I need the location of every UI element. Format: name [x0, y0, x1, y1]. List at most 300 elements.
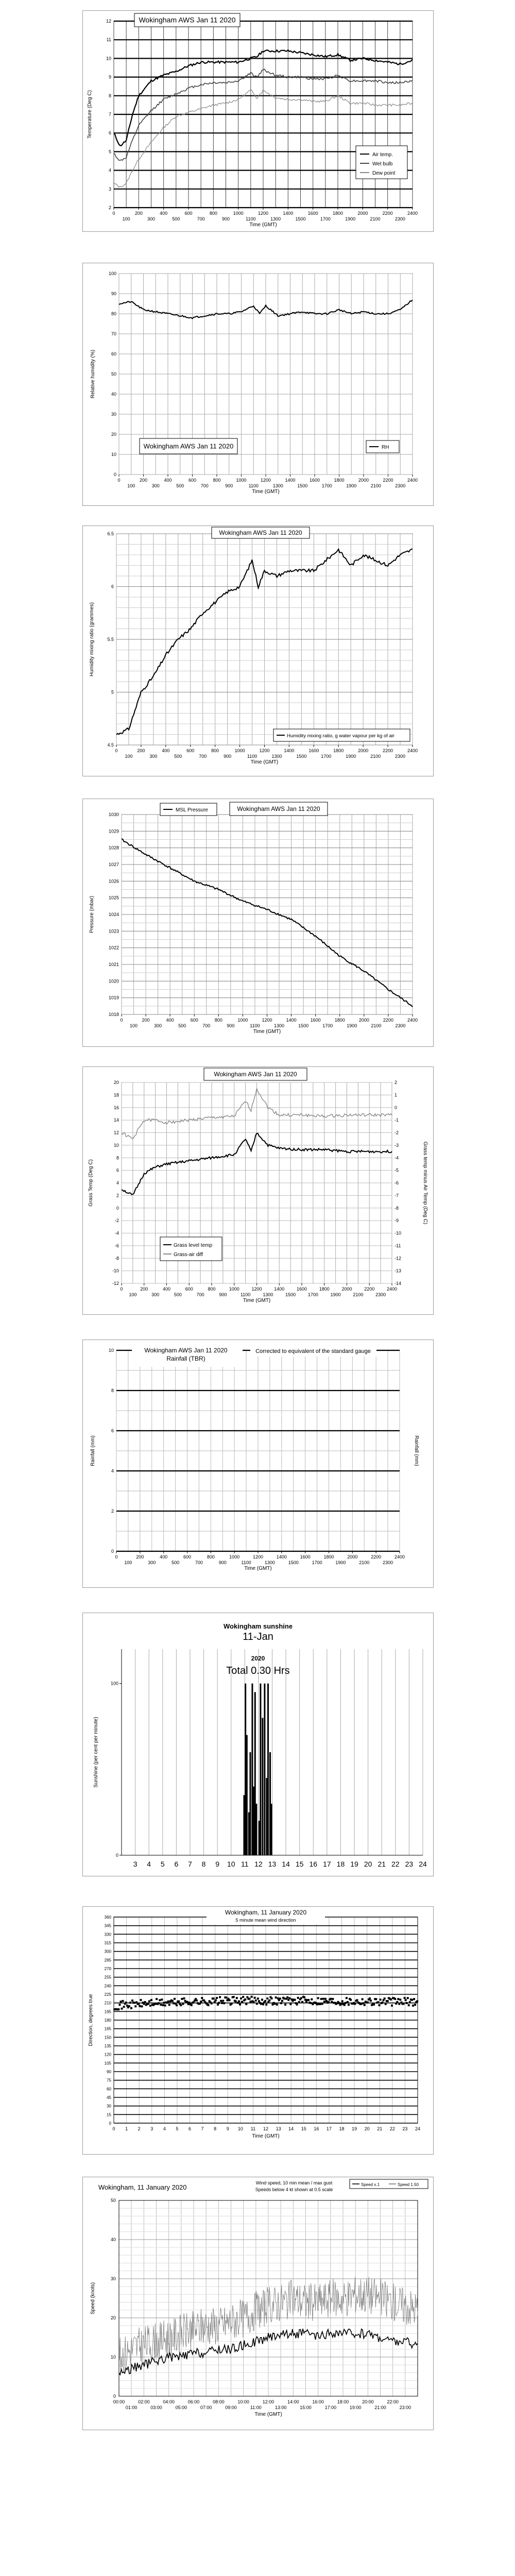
- sun-x-tick-label: 23: [405, 1860, 414, 1868]
- wdir-y-tick-label: 120: [104, 2052, 111, 2057]
- wdir-point: [253, 2001, 255, 2003]
- rh-x-tick-label: 2400: [407, 478, 418, 483]
- wdir-point: [328, 2001, 330, 2003]
- wdir-point: [341, 2000, 344, 2002]
- hmr-x-tick-label: 2200: [383, 748, 393, 753]
- grass-y-tick-label: -9: [394, 1218, 399, 1224]
- hmr-x-tick-label: 400: [162, 748, 170, 753]
- wdir-point: [250, 2001, 252, 2003]
- rh-y-tick-label: 10: [111, 452, 116, 457]
- wdir-point: [310, 2002, 312, 2004]
- rh-y-tick-label: 40: [111, 392, 116, 397]
- wdir-point: [378, 2004, 380, 2006]
- msl-y-tick-label: 1021: [108, 962, 119, 967]
- grass-x-tick-label: 1200: [251, 1286, 262, 1292]
- msl-x-tick-label: 1600: [310, 1018, 321, 1023]
- wdir-point: [200, 2001, 202, 2003]
- hmr-x-tick-label: 800: [211, 748, 219, 753]
- wdir-point: [126, 2005, 128, 2007]
- wdir-point: [324, 1998, 327, 2000]
- sun-bar: [253, 1787, 254, 1855]
- wdir-y-axis-label: Direction, degrees true: [88, 1994, 94, 2046]
- wdir-point: [147, 2003, 149, 2005]
- wdir-point: [322, 1998, 324, 2000]
- wdir-x-tick-label: 8: [214, 2126, 217, 2131]
- grass-y-tick-label: -12: [112, 1281, 119, 1286]
- wspd-subtitle: Wind speed, 10 min mean / max gust: [255, 2180, 333, 2185]
- rh-x-tick-label: 1300: [272, 483, 283, 488]
- temp-y-tick-label: 3: [108, 186, 111, 192]
- humidity-chart-panel: [82, 263, 434, 506]
- sun-bar: [260, 1684, 261, 1855]
- hmr-x-tick-label: 1200: [259, 748, 270, 753]
- msl-y-tick-label: 1019: [108, 995, 119, 1001]
- wdir-point: [265, 2004, 267, 2006]
- hmr-x-tick-label: 1300: [271, 754, 282, 759]
- grass-y-tick-label: -13: [394, 1268, 402, 1274]
- rh-x-tick-label: 2200: [383, 478, 393, 483]
- wdir-point: [229, 1999, 231, 2001]
- rain-y-axis-label: Rainfall (mm): [90, 1435, 96, 1466]
- wdir-point: [181, 1998, 183, 2000]
- rh-y-tick-label: 80: [111, 311, 116, 316]
- wdir-point: [161, 1998, 163, 2001]
- sun-total: Total 0.30 Hrs: [226, 1665, 290, 1676]
- temp-x-tick-label: 400: [160, 211, 168, 216]
- msl-x-tick-label: 2400: [407, 1018, 418, 1023]
- msl-x-tick-label: 900: [227, 1023, 235, 1028]
- msl-y-tick-label: 1028: [108, 845, 119, 851]
- wdir-point: [245, 2003, 247, 2005]
- sun-x-tick-label: 21: [377, 1860, 386, 1868]
- sun-bar: [249, 1752, 251, 1855]
- temp-x-tick-label: 800: [209, 211, 217, 216]
- grass-x-tick-label: 700: [196, 1292, 204, 1297]
- msl-x-tick-label: 500: [178, 1023, 186, 1028]
- sun-x-tick-label: 19: [350, 1860, 358, 1868]
- temp-y-tick-label: 5: [108, 149, 111, 155]
- wdir-point: [397, 1998, 399, 2000]
- hmr-y-tick-label: 6: [111, 584, 114, 589]
- rh-title: Wokingham AWS Jan 11 2020: [143, 442, 234, 450]
- rh-legend-label: RH: [382, 445, 389, 450]
- rh-y-tick-label: 100: [108, 271, 116, 276]
- wdir-point: [412, 2005, 414, 2007]
- rain-x-axis-label: Time (GMT): [244, 1566, 272, 1571]
- rh-x-tick-label: 2000: [358, 478, 369, 483]
- wdir-point: [158, 2002, 160, 2004]
- msl-y-tick-label: 1025: [108, 895, 119, 901]
- wdir-y-tick-label: 210: [104, 2001, 111, 2006]
- wspd-x-tick-label: 15:00: [300, 2405, 312, 2410]
- wspd-x-tick-label: 02:00: [138, 2399, 150, 2404]
- msl-y-tick-label: 1023: [108, 928, 119, 934]
- grass-x-tick-label: 1400: [274, 1286, 285, 1292]
- wdir-y-tick-label: 285: [104, 1958, 111, 1963]
- wdir-point: [211, 2003, 213, 2005]
- wdir-point: [279, 1997, 281, 1999]
- grass-title: Wokingham AWS Jan 11 2020: [214, 1071, 297, 1078]
- rh-y-tick-label: 60: [111, 351, 116, 357]
- wspd-x-tick-label: 13:00: [274, 2405, 287, 2410]
- wdir-point: [274, 2003, 276, 2005]
- sun-y-tick-label: 100: [110, 1681, 118, 1686]
- wdir-point: [186, 2001, 188, 2003]
- wdir-point: [364, 2004, 366, 2006]
- wdir-point: [375, 1998, 377, 2000]
- wdir-point: [262, 2003, 264, 2005]
- wdir-point: [138, 2003, 140, 2005]
- grass-y-tick-label: 16: [113, 1105, 119, 1110]
- rh-x-tick-label: 500: [176, 483, 184, 488]
- sun-bar: [246, 1735, 248, 1855]
- wdir-y-tick-label: 225: [104, 1992, 111, 1997]
- sun-year: 2020: [251, 1655, 265, 1662]
- rh-x-tick-label: 1400: [285, 478, 296, 483]
- wdir-point: [128, 2005, 130, 2007]
- rain-x-tick-label: 2200: [371, 1554, 382, 1560]
- grass-x-tick-label: 1100: [240, 1292, 251, 1297]
- rain-x-tick-label: 1400: [276, 1554, 287, 1560]
- wspd-legend-label: Speed x.1: [361, 2182, 380, 2187]
- wdir-point: [163, 2002, 165, 2004]
- wdir-point: [121, 2008, 123, 2010]
- hmr-x-tick-label: 2100: [370, 754, 381, 759]
- msl-y-tick-label: 1024: [108, 912, 119, 917]
- grass-y-tick-label: -8: [394, 1205, 399, 1211]
- hmr-x-tick-label: 1900: [346, 754, 356, 759]
- wdir-y-tick-label: 75: [107, 2078, 111, 2083]
- wdir-point: [148, 2000, 150, 2002]
- rain-x-tick-label: 500: [171, 1560, 180, 1565]
- wdir-point: [403, 2003, 405, 2005]
- wdir-x-tick-label: 4: [163, 2126, 166, 2131]
- wdir-x-tick-label: 2: [138, 2126, 141, 2131]
- grass-legend-label: Grass-air diff: [174, 1252, 203, 1258]
- wdir-point: [350, 1999, 352, 2001]
- wdir-point: [405, 1999, 407, 2001]
- rh-x-tick-label: 300: [151, 483, 160, 488]
- msl-x-tick-label: 1900: [347, 1023, 357, 1028]
- hmr-x-tick-label: 1600: [308, 748, 319, 753]
- wdir-point: [300, 1997, 302, 1999]
- wspd-x-tick-label: 06:00: [187, 2399, 200, 2404]
- msl-x-tick-label: 300: [154, 1023, 162, 1028]
- grass-y-tick-label: -3: [394, 1142, 399, 1148]
- hmr-x-tick-label: 900: [224, 754, 232, 759]
- grass-x-tick-label: 2200: [364, 1286, 375, 1292]
- wdir-point: [218, 2002, 220, 2004]
- wdir-point: [140, 1999, 142, 2001]
- wdir-y-tick-label: 315: [104, 1941, 111, 1945]
- wspd-x-tick-label: 16:00: [312, 2399, 324, 2404]
- wdir-point: [323, 2001, 325, 2003]
- wdir-point: [156, 1998, 158, 2000]
- wdir-point: [150, 1999, 152, 2001]
- wdir-point: [411, 1999, 413, 2001]
- wdir-point: [134, 2005, 136, 2007]
- wspd-x-tick-label: 11:00: [250, 2405, 262, 2410]
- wdir-point: [321, 2003, 323, 2005]
- rain-x-tick-label: 1800: [323, 1554, 334, 1560]
- rain-note: Corrected to equivalent of the standard gauge: [255, 1348, 371, 1354]
- wdir-point: [294, 1999, 296, 2001]
- wdir-point: [275, 1996, 277, 1998]
- wdir-point: [196, 1999, 198, 2002]
- hmr-x-tick-label: 1000: [234, 748, 245, 753]
- wdir-y-tick-label: 330: [104, 1932, 111, 1937]
- wdir-x-tick-label: 5: [176, 2126, 179, 2131]
- wspd-legend-label: Speed 1.50: [398, 2182, 419, 2187]
- wdir-point: [117, 2008, 119, 2010]
- wdir-y-tick-label: 30: [107, 2104, 111, 2109]
- sun-bar: [245, 1684, 246, 1855]
- wspd-y-tick-label: 20: [110, 2315, 116, 2320]
- wdir-point: [182, 2003, 184, 2005]
- wdir-point: [367, 2002, 369, 2004]
- msl-x-tick-label: 1800: [334, 1018, 345, 1023]
- temp-x-tick-label: 2400: [407, 211, 418, 216]
- wdir-y-tick-label: 300: [104, 1949, 111, 1954]
- wdir-point: [391, 2005, 393, 2007]
- wdir-point: [347, 2001, 349, 2003]
- msl-x-tick-label: 2000: [358, 1018, 369, 1023]
- wdir-point: [173, 2002, 175, 2004]
- wdir-point: [223, 2002, 225, 2004]
- wdir-x-tick-label: 24: [415, 2126, 421, 2131]
- rainfall-chart-panel: [82, 1340, 434, 1588]
- sun-bar: [251, 1684, 253, 1855]
- wspd-x-tick-label: 01:00: [125, 2405, 138, 2410]
- rh-y-tick-label: 20: [111, 432, 116, 437]
- wspd-x-tick-label: 21:00: [374, 2405, 386, 2410]
- hmr-y-axis-label: Humidity mixing ratio (grammes): [89, 602, 95, 676]
- wdir-point: [377, 2001, 379, 2003]
- grass-y-tick-label: -4: [114, 1230, 119, 1236]
- wdir-point: [255, 1999, 257, 2002]
- wdir-x-tick-label: 14: [288, 2126, 294, 2131]
- msl-x-tick-label: 1000: [237, 1018, 248, 1023]
- grass-y-tick-label: -12: [394, 1256, 402, 1261]
- wdir-point: [238, 2001, 240, 2003]
- wdir-point: [201, 1997, 203, 1999]
- wdir-point: [390, 1998, 392, 2001]
- msl-x-tick-label: 2200: [383, 1018, 393, 1023]
- msl-x-tick-label: 2300: [395, 1023, 406, 1028]
- wdir-point: [260, 2003, 262, 2005]
- msl-x-tick-label: 100: [130, 1023, 138, 1028]
- wdir-point: [330, 1998, 332, 2000]
- hmr-x-tick-label: 100: [125, 754, 133, 759]
- msl-y-tick-label: 1030: [108, 812, 119, 817]
- rh-x-tick-label: 1000: [236, 478, 247, 483]
- wdir-point: [356, 1999, 358, 2001]
- wdir-y-tick-label: 195: [104, 2009, 111, 2014]
- sun-y-axis-label: Sunshine (per cent per minute): [93, 1717, 99, 1788]
- grass-x-tick-label: 300: [151, 1292, 160, 1297]
- wdir-x-tick-label: 21: [377, 2126, 383, 2131]
- hmr-x-tick-label: 1800: [333, 748, 344, 753]
- wspd-x-tick-label: 18:00: [337, 2399, 349, 2404]
- temp-x-tick-label: 1400: [283, 211, 294, 216]
- hmr-x-tick-label: 300: [149, 754, 158, 759]
- temp-x-tick-label: 0: [112, 211, 115, 216]
- sun-bar: [271, 1804, 272, 1855]
- grass-x-tick-label: 2000: [341, 1286, 352, 1292]
- wspd-x-tick-label: 19:00: [349, 2405, 362, 2410]
- wdir-point: [233, 1996, 235, 1998]
- sun-x-tick-label: 18: [336, 1860, 345, 1868]
- grass-x-tick-label: 2400: [386, 1286, 398, 1292]
- rh-y-tick-label: 50: [111, 371, 116, 377]
- grass-y-tick-label: 1: [394, 1092, 398, 1098]
- sun-bar: [259, 1821, 260, 1855]
- wdir-point: [404, 1997, 406, 1999]
- wspd-y-axis-label: Speed (knots): [90, 2282, 96, 2315]
- hmr-x-tick-label: 2400: [407, 748, 418, 753]
- wdir-point: [360, 2003, 363, 2005]
- wdir-x-tick-label: 3: [150, 2126, 153, 2131]
- grass-y-axis-label: Grass Temp (Deg C): [88, 1159, 94, 1207]
- temp-x-tick-label: 1200: [258, 211, 269, 216]
- wdir-point: [129, 2002, 131, 2004]
- sun-bar: [269, 1752, 271, 1855]
- wdir-x-tick-label: 17: [326, 2126, 332, 2131]
- hmr-x-tick-label: 2300: [395, 754, 406, 759]
- wspd-x-tick-label: 09:00: [225, 2405, 237, 2410]
- wdir-x-tick-label: 12: [263, 2126, 269, 2131]
- wdir-point: [208, 2004, 210, 2006]
- wdir-point: [270, 1997, 272, 1999]
- wdir-point: [332, 1998, 334, 2000]
- rh-x-tick-label: 100: [127, 483, 135, 488]
- wdir-x-tick-label: 10: [237, 2126, 243, 2131]
- grass-x-tick-label: 1900: [330, 1292, 341, 1297]
- wdir-point: [396, 2001, 398, 2003]
- wspd-x-tick-label: 23:00: [399, 2405, 411, 2410]
- grass-y-tick-label: -5: [394, 1167, 399, 1173]
- temp-y-tick-label: 6: [108, 130, 111, 136]
- wdir-point: [317, 1997, 319, 1999]
- sun-x-tick-label: 9: [215, 1860, 220, 1868]
- wdir-point: [354, 2003, 356, 2005]
- sun-bar: [264, 1684, 265, 1855]
- sun-bar: [266, 1778, 267, 1855]
- rain-y-tick-label: 2: [111, 1509, 114, 1514]
- wdir-point: [345, 2002, 347, 2004]
- grass-x-axis-label: Time (GMT): [243, 1298, 271, 1303]
- wdir-point: [167, 2001, 169, 2003]
- rain-x-tick-label: 1100: [241, 1560, 251, 1565]
- wdir-point: [225, 1996, 227, 1998]
- rh-y-tick-label: 90: [111, 291, 116, 296]
- wdir-point: [301, 2001, 303, 2003]
- rh-x-tick-label: 900: [225, 483, 233, 488]
- rh-y-tick-label: 30: [111, 412, 116, 417]
- wdir-point: [254, 1997, 256, 1999]
- grass-y-tick-label: -14: [394, 1281, 402, 1286]
- wdir-point: [303, 1996, 305, 1998]
- hmr-y-tick-label: 6.5: [107, 531, 114, 536]
- temp-x-tick-label: 1500: [295, 216, 306, 222]
- msl-x-tick-label: 1200: [262, 1018, 272, 1023]
- hmr-title: Wokingham AWS Jan 11 2020: [219, 529, 302, 536]
- sun-x-tick-label: 4: [147, 1860, 151, 1868]
- wspd-y-tick-label: 30: [110, 2276, 116, 2281]
- msl-x-tick-label: 800: [214, 1018, 222, 1023]
- grass-y-tick-label: -11: [394, 1243, 401, 1248]
- rh-x-tick-label: 1200: [260, 478, 271, 483]
- rain-x-tick-label: 1500: [288, 1560, 299, 1565]
- temp-y-tick-label: 9: [108, 74, 111, 80]
- wdir-point: [171, 2000, 174, 2002]
- rain-x-tick-label: 1300: [264, 1560, 275, 1565]
- wdir-y-tick-label: 15: [107, 2112, 111, 2117]
- rain-y-tick-label: 6: [111, 1428, 114, 1433]
- wspd-x-tick-label: 08:00: [213, 2399, 225, 2404]
- wdir-point: [180, 2004, 182, 2006]
- wdir-y-tick-label: 0: [109, 2121, 111, 2126]
- rain-x-tick-label: 2300: [383, 1560, 393, 1565]
- temp-y-tick-label: 8: [108, 93, 111, 98]
- wspd-x-tick-label: 12:00: [262, 2399, 274, 2404]
- rain-x-tick-label: 600: [183, 1554, 192, 1560]
- rain-x-tick-label: 1200: [252, 1554, 264, 1560]
- sun-x-tick-label: 10: [227, 1860, 235, 1868]
- sun-x-tick-label: 8: [201, 1860, 206, 1868]
- wdir-point: [331, 2001, 333, 2003]
- wdir-point: [398, 2003, 400, 2005]
- wdir-point: [311, 1998, 313, 2001]
- temp-x-tick-label: 1800: [332, 211, 344, 216]
- rain-y2-axis-label: Rainfall (mm): [414, 1435, 419, 1466]
- sun-x-tick-label: 14: [282, 1860, 290, 1868]
- rh-x-tick-label: 1900: [346, 483, 357, 488]
- sun-bar: [243, 1795, 245, 1855]
- rh-x-tick-label: 2300: [395, 483, 406, 488]
- rh-x-tick-label: 600: [188, 478, 197, 483]
- msl-x-tick-label: 1100: [250, 1023, 260, 1028]
- wdir-x-tick-label: 9: [226, 2126, 229, 2131]
- temp-x-tick-label: 300: [147, 216, 156, 222]
- wdir-point: [160, 2004, 162, 2006]
- msl-x-tick-label: 1700: [322, 1023, 333, 1028]
- wdir-point: [373, 2004, 375, 2006]
- grass-y-tick-label: 2: [394, 1080, 398, 1085]
- wdir-x-tick-label: 7: [201, 2126, 204, 2131]
- rh-x-tick-label: 2100: [370, 483, 381, 488]
- sun-x-tick-label: 22: [391, 1860, 400, 1868]
- wspd-subtitle2: Speeds below 4 kt shown at 0.5 scale: [255, 2187, 333, 2192]
- wdir-point: [244, 1998, 246, 2001]
- rh-x-tick-label: 1500: [297, 483, 308, 488]
- msl-legend-label: MSL Pressure: [176, 807, 208, 813]
- wdir-point: [283, 1997, 285, 1999]
- wdir-point: [235, 2001, 237, 2003]
- wspd-y-tick-label: 10: [110, 2354, 116, 2360]
- wdir-point: [320, 1998, 322, 2000]
- hmr-x-tick-label: 500: [174, 754, 182, 759]
- temp-legend-label: Air temp.: [372, 152, 393, 158]
- wdir-point: [370, 1999, 372, 2002]
- grass-x-tick-label: 100: [129, 1292, 137, 1297]
- wdir-point: [139, 2005, 141, 2007]
- wdir-y-tick-label: 135: [104, 2044, 111, 2048]
- wdir-point: [248, 1997, 250, 1999]
- wdir-point: [176, 2004, 178, 2006]
- grass-y-tick-label: -4: [394, 1155, 399, 1161]
- wdir-x-tick-label: 19: [352, 2126, 357, 2131]
